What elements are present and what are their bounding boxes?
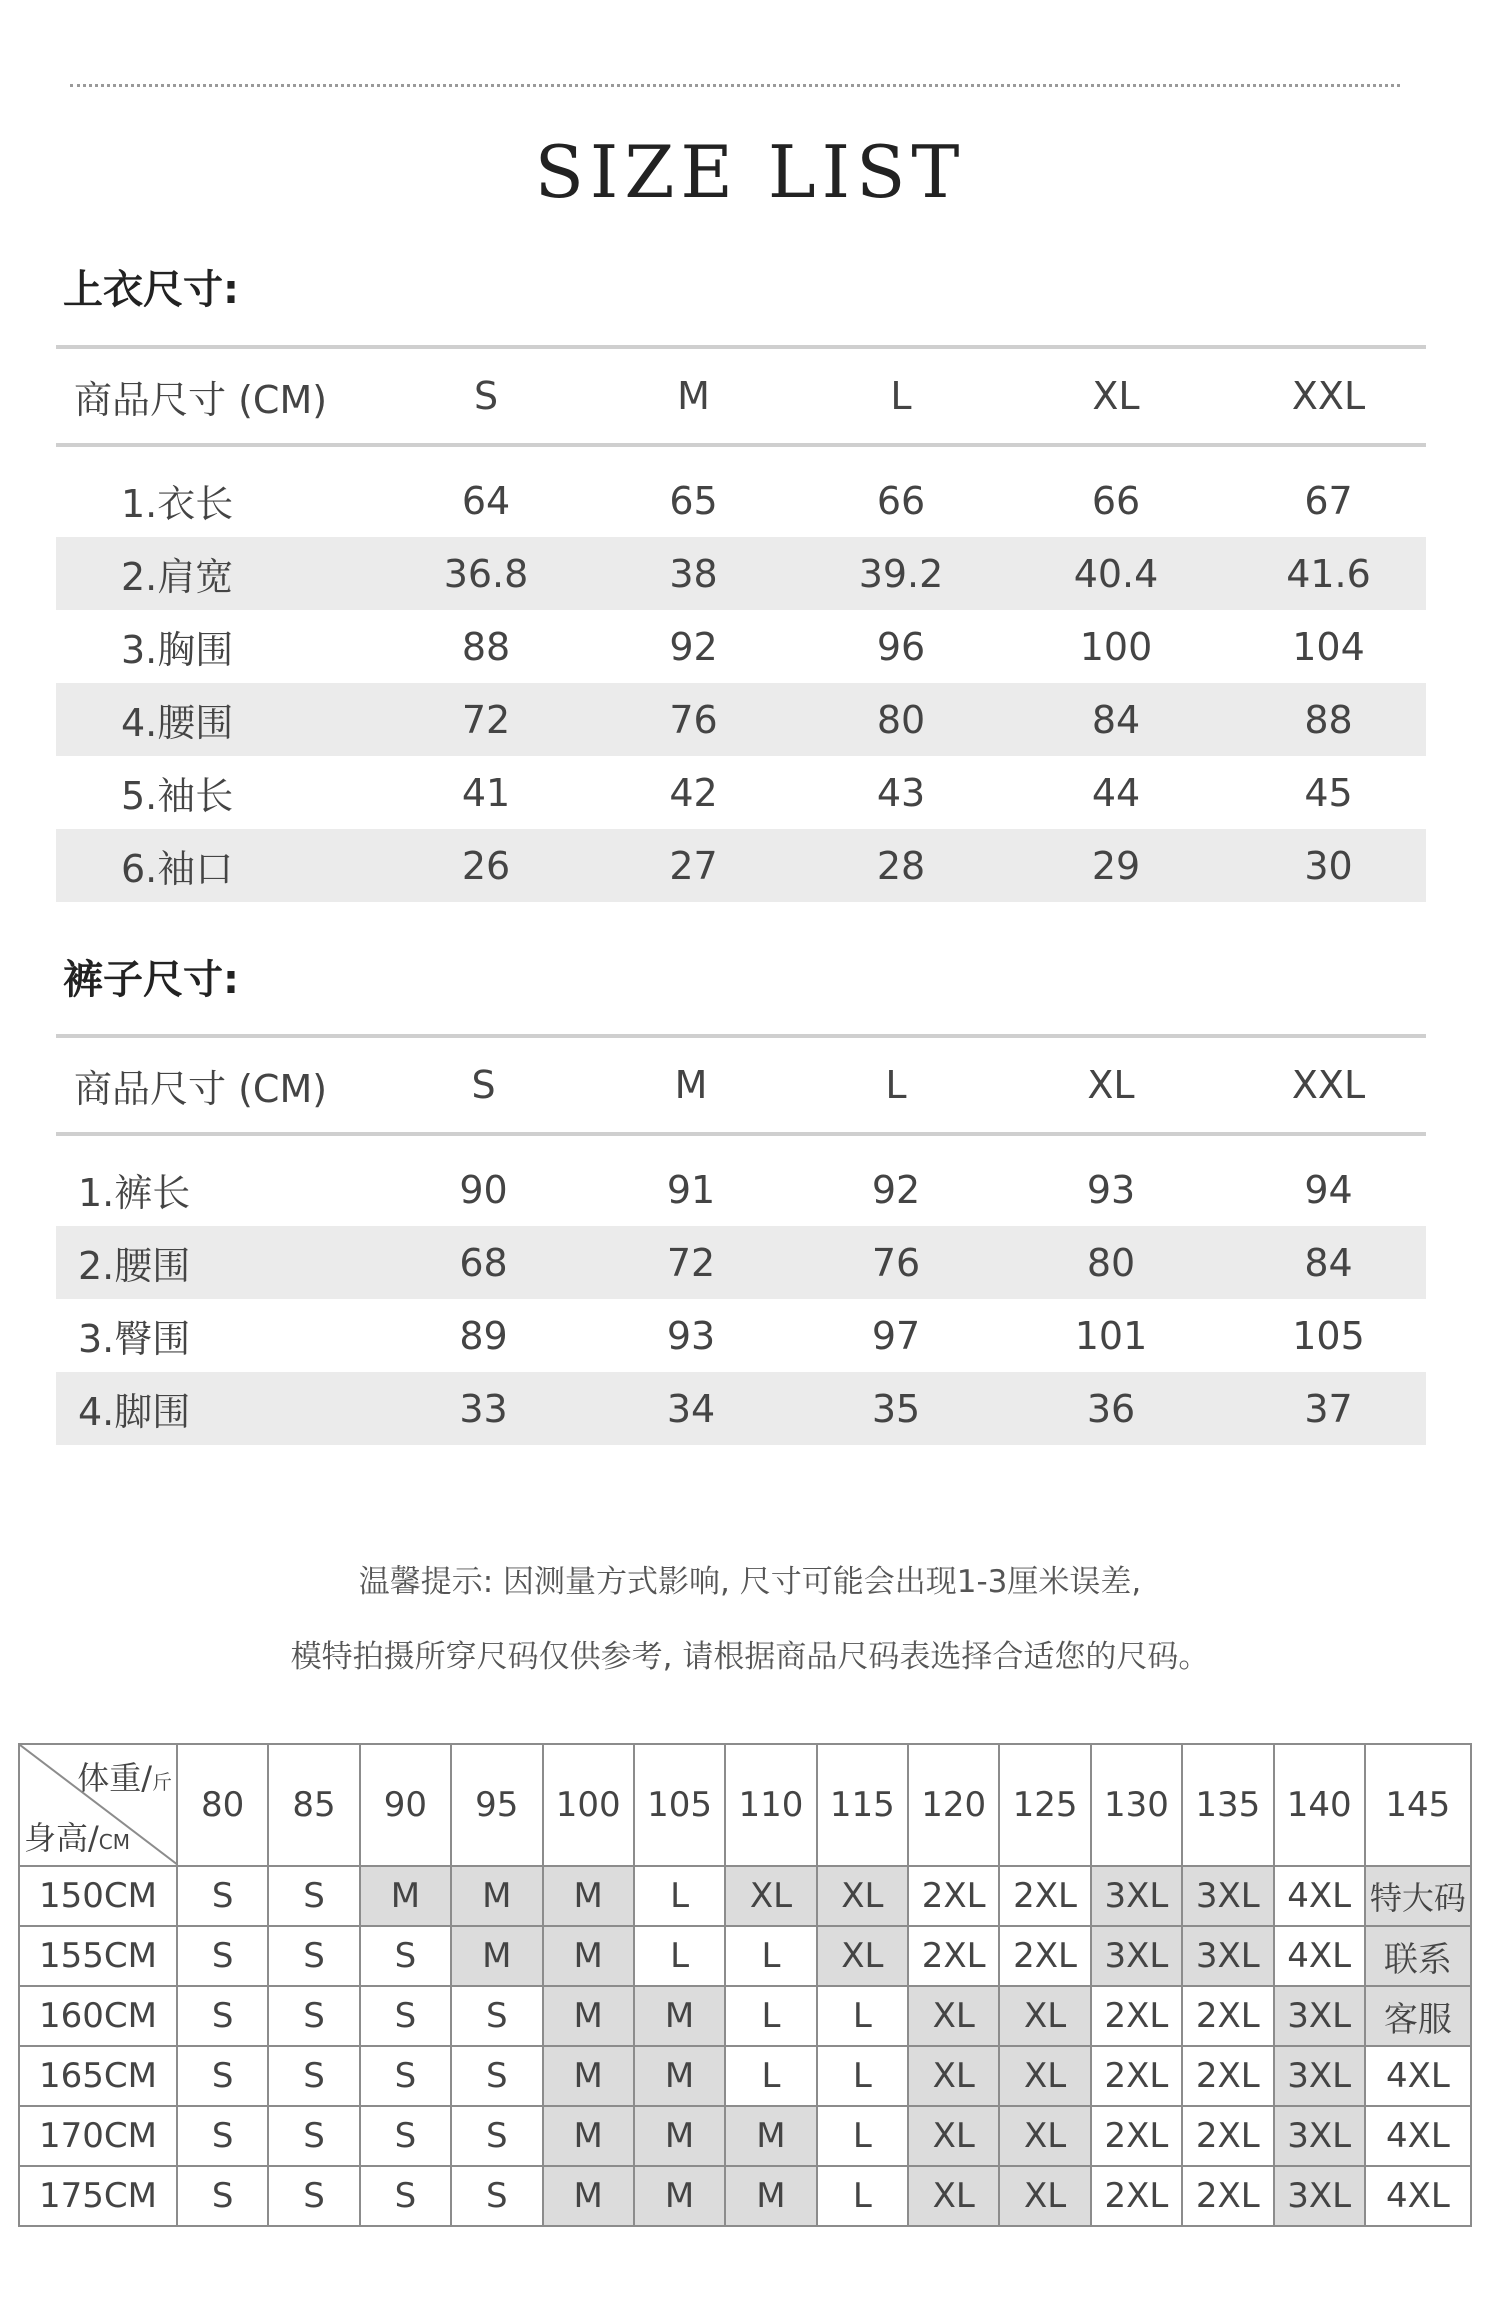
grid-size-cell: XL [725, 1866, 816, 1926]
grid-size-cell: M [543, 1866, 634, 1926]
top-size-cell: 36.8 [386, 537, 586, 610]
grid-size-cell: L [725, 1986, 816, 2046]
pants-size-cell: 76 [801, 1226, 991, 1299]
grid-size-cell: 3XL [1091, 1926, 1182, 1986]
grid-size-cell: S [360, 1926, 451, 1986]
grid-size-cell: M [360, 1866, 451, 1926]
grid-size-cell: 2XL [908, 1866, 999, 1926]
pants-size-cell: 36 [991, 1372, 1231, 1445]
pants-size-row [56, 1134, 1426, 1226]
grid-size-cell: 3XL [1274, 2166, 1365, 2226]
top-size-cell: 66 [876, 478, 926, 523]
grid-size-cell: L [817, 1986, 908, 2046]
grid-size-cell: S [177, 1866, 268, 1926]
top-size-cell: 104 [1292, 624, 1365, 669]
grid-height-label: 170CM [19, 2106, 177, 2166]
top-size-cell: 88 [1231, 683, 1426, 756]
grid-size-cell: S [177, 2166, 268, 2226]
grid-size-cell: 2XL [908, 1926, 999, 1986]
grid-weight-header: 105 [634, 1744, 725, 1866]
top-size-cell: 80 [801, 683, 1001, 756]
grid-row [19, 1866, 1471, 1926]
grid-size-cell: M [543, 1926, 634, 1986]
top-size-cell: 67 [1304, 478, 1353, 523]
grid-size-cell: 3XL [1182, 1866, 1273, 1926]
grid-row [19, 2106, 1471, 2166]
grid-corner-weight-label: 体重/斤 [77, 1759, 172, 1797]
top-size-cell: 43 [876, 770, 926, 815]
grid-size-cell: L [634, 1866, 725, 1926]
pants-size-cell: 97 [871, 1313, 921, 1358]
grid-size-cell: 2XL [1182, 2106, 1273, 2166]
grid-size-cell: S [268, 2046, 359, 2106]
top-size-row-label: 1.衣长 [121, 482, 234, 526]
pants-size-row-label: 2.腰围 [56, 1226, 386, 1299]
top-size-header-size: M [586, 347, 801, 445]
grid-size-cell: M [634, 2106, 725, 2166]
grid-size-cell: XL [999, 1986, 1090, 2046]
pants-size-header-size: XL [991, 1036, 1231, 1134]
pants-size-cell: 90 [459, 1167, 508, 1212]
top-size-row [56, 756, 1426, 829]
top-size-header-label: 商品尺寸 (CM) [56, 347, 386, 445]
grid-size-cell: S [268, 1866, 359, 1926]
grid-size-cell: XL [908, 2166, 999, 2226]
pants-size-cell: 91 [666, 1167, 716, 1212]
top-size-cell: 27 [586, 829, 801, 902]
grid-size-cell: 4XL [1274, 1926, 1365, 1986]
top-size-cell: 72 [386, 683, 586, 756]
pants-size-cell: 72 [581, 1226, 801, 1299]
grid-size-cell: L [817, 2106, 908, 2166]
top-size-cell: 28 [801, 829, 1001, 902]
grid-size-cell: S [360, 2166, 451, 2226]
top-size-cell: 44 [1091, 770, 1141, 815]
grid-size-cell: M [634, 2046, 725, 2106]
pants-size-cell: 93 [1086, 1167, 1136, 1212]
grid-size-cell: 特大码 [1365, 1866, 1471, 1926]
grid-size-cell: S [177, 1986, 268, 2046]
grid-height-label: 160CM [19, 1986, 177, 2046]
grid-weight-header: 130 [1091, 1744, 1182, 1866]
grid-size-cell: S [177, 1926, 268, 1986]
pants-size-row-label: 3.臀围 [78, 1317, 191, 1361]
grid-size-cell: M [451, 1866, 542, 1926]
pants-size-heading: 裤子尺寸: [63, 957, 239, 1003]
grid-height-label: 175CM [19, 2166, 177, 2226]
top-size-cell: 76 [586, 683, 801, 756]
grid-size-cell: S [268, 2106, 359, 2166]
top-size-row [56, 829, 1426, 902]
page-title: SIZE LIST [534, 130, 966, 214]
grid-size-cell: 2XL [999, 1866, 1090, 1926]
grid-size-cell: S [451, 2166, 542, 2226]
pants-size-header-size: L [801, 1036, 991, 1134]
grid-size-cell: 客服 [1365, 1986, 1471, 2046]
pants-size-cell: 101 [1074, 1313, 1148, 1358]
top-size-header-size: XL [1001, 347, 1231, 445]
top-size-cell: 39.2 [801, 537, 1001, 610]
grid-size-cell: 3XL [1182, 1926, 1273, 1986]
grid-row [19, 1986, 1471, 2046]
grid-size-cell: 2XL [1091, 2106, 1182, 2166]
pants-size-cell: 35 [801, 1372, 991, 1445]
grid-size-cell: M [543, 2166, 634, 2226]
grid-size-cell: 2XL [1091, 2046, 1182, 2106]
grid-size-cell: XL [908, 1986, 999, 2046]
pants-size-table [56, 1034, 1426, 1445]
grid-size-cell: M [634, 1986, 725, 2046]
grid-size-cell: L [817, 2046, 908, 2106]
grid-size-cell: 4XL [1365, 2166, 1471, 2226]
grid-weight-header: 115 [817, 1744, 908, 1866]
grid-header-row [19, 1744, 1471, 1866]
grid-size-cell: XL [908, 2046, 999, 2106]
grid-size-cell: L [725, 1926, 816, 1986]
grid-size-cell: XL [999, 2166, 1090, 2226]
tip-line-2: 模特拍摄所穿尺码仅供参考, 请根据商品尺码表选择合适您的尺码。 [290, 1639, 1210, 1675]
top-size-cell: 66 [1091, 478, 1141, 523]
top-size-cell: 88 [461, 624, 511, 669]
top-size-cell: 65 [669, 478, 718, 523]
grid-size-cell: 3XL [1274, 2106, 1365, 2166]
top-size-cell: 29 [1001, 829, 1231, 902]
grid-weight-header: 95 [451, 1744, 542, 1866]
pants-size-cell: 94 [1304, 1167, 1353, 1212]
pants-size-row [56, 1372, 1426, 1445]
top-size-header-size: S [386, 347, 586, 445]
pants-size-header-row [56, 1036, 1426, 1134]
top-size-cell: 42 [669, 770, 718, 815]
top-size-cell: 84 [1001, 683, 1231, 756]
grid-row [19, 2166, 1471, 2226]
grid-size-cell: L [634, 1926, 725, 1986]
grid-size-cell: S [451, 1986, 542, 2046]
pants-size-cell: 33 [386, 1372, 581, 1445]
top-size-cell: 64 [461, 478, 511, 523]
weight-unit: 斤 [152, 1770, 172, 1794]
top-size-heading: 上衣尺寸: [63, 267, 239, 313]
grid-weight-header: 125 [999, 1744, 1090, 1866]
grid-size-cell: M [725, 2166, 816, 2226]
top-size-row-label: 4.腰围 [56, 683, 386, 756]
grid-weight-header: 110 [725, 1744, 816, 1866]
pants-size-row [56, 1226, 1426, 1299]
top-size-cell: 41 [461, 770, 511, 815]
recommend-size-grid [18, 1743, 1472, 2227]
grid-size-cell: M [543, 2106, 634, 2166]
grid-size-cell: 2XL [1182, 2046, 1273, 2106]
grid-row [19, 1926, 1471, 1986]
grid-size-cell: 4XL [1274, 1866, 1365, 1926]
top-size-cell: 38 [586, 537, 801, 610]
grid-weight-header: 80 [177, 1744, 268, 1866]
grid-size-cell: S [177, 2106, 268, 2166]
pants-size-header-size: S [386, 1036, 581, 1134]
grid-height-label: 155CM [19, 1926, 177, 1986]
top-size-row [56, 445, 1426, 537]
tip-line-1: 温馨提示: 因测量方式影响, 尺寸可能会出现1-3厘米误差, [358, 1564, 1142, 1600]
grid-size-cell: XL [999, 2046, 1090, 2106]
grid-size-cell: L [817, 2166, 908, 2226]
top-size-row-label: 5.袖长 [121, 774, 234, 818]
grid-corner-cell [19, 1744, 177, 1866]
top-size-header-row [56, 347, 1426, 445]
pants-size-cell: 68 [386, 1226, 581, 1299]
grid-size-cell: S [268, 1986, 359, 2046]
grid-row [19, 2046, 1471, 2106]
grid-size-cell: S [360, 1986, 451, 2046]
grid-weight-header: 145 [1365, 1744, 1471, 1866]
top-size-header-size: XXL [1231, 347, 1426, 445]
grid-weight-header: 90 [360, 1744, 451, 1866]
grid-size-cell: 2XL [999, 1926, 1090, 1986]
top-size-row-label: 3.胸围 [121, 628, 234, 672]
grid-size-cell: L [725, 2046, 816, 2106]
grid-size-cell: M [725, 2106, 816, 2166]
grid-size-cell: 联系 [1365, 1926, 1471, 1986]
grid-size-cell: 2XL [1182, 2166, 1273, 2226]
grid-weight-header: 120 [908, 1744, 999, 1866]
top-size-row-label: 2.肩宽 [56, 537, 386, 610]
top-size-cell: 45 [1304, 770, 1353, 815]
pants-size-cell: 93 [666, 1313, 716, 1358]
pants-size-cell: 105 [1292, 1313, 1365, 1358]
top-size-cell: 30 [1231, 829, 1426, 902]
pants-size-row-label: 1.裤长 [78, 1171, 191, 1215]
pants-size-cell: 84 [1231, 1226, 1426, 1299]
top-size-table [56, 345, 1426, 902]
grid-corner-height-label: 身高/CM [24, 1819, 131, 1857]
top-size-row [56, 683, 1426, 756]
pants-size-row-label: 4.脚围 [56, 1372, 386, 1445]
grid-size-cell: S [177, 2046, 268, 2106]
top-size-row [56, 610, 1426, 683]
grid-size-cell: XL [817, 1926, 908, 1986]
grid-size-cell: 4XL [1365, 2106, 1471, 2166]
grid-size-cell: S [451, 2046, 542, 2106]
grid-size-cell: M [543, 2046, 634, 2106]
grid-size-cell: 2XL [1182, 1986, 1273, 2046]
grid-size-cell: 3XL [1091, 1866, 1182, 1926]
top-size-cell: 96 [876, 624, 926, 669]
grid-size-cell: S [268, 2166, 359, 2226]
grid-size-cell: XL [999, 2106, 1090, 2166]
top-size-cell: 41.6 [1231, 537, 1426, 610]
top-size-cell: 26 [386, 829, 586, 902]
grid-weight-header: 85 [268, 1744, 359, 1866]
height-unit: CM [98, 1830, 131, 1854]
grid-height-label: 150CM [19, 1866, 177, 1926]
top-size-cell: 40.4 [1001, 537, 1231, 610]
dotted-divider [70, 84, 1400, 93]
top-size-row [56, 537, 1426, 610]
pants-size-cell: 89 [459, 1313, 508, 1358]
grid-size-cell: 2XL [1091, 1986, 1182, 2046]
pants-size-cell: 80 [991, 1226, 1231, 1299]
grid-weight-header: 140 [1274, 1744, 1365, 1866]
top-size-row-label: 6.袖口 [56, 829, 386, 902]
grid-size-cell: S [360, 2046, 451, 2106]
grid-height-label: 165CM [19, 2046, 177, 2106]
grid-size-cell: 2XL [1091, 2166, 1182, 2226]
top-size-cell: 100 [1079, 624, 1153, 669]
grid-size-cell: 4XL [1365, 2046, 1471, 2106]
grid-size-cell: S [268, 1926, 359, 1986]
pants-size-cell: 34 [581, 1372, 801, 1445]
grid-size-cell: M [634, 2166, 725, 2226]
grid-size-cell: 3XL [1274, 1986, 1365, 2046]
top-size-header-size: L [801, 347, 1001, 445]
grid-size-cell: S [451, 2106, 542, 2166]
grid-weight-header: 100 [543, 1744, 634, 1866]
grid-size-cell: 3XL [1274, 2046, 1365, 2106]
grid-size-cell: S [360, 2106, 451, 2166]
grid-weight-header: 135 [1182, 1744, 1273, 1866]
grid-size-cell: M [543, 1986, 634, 2046]
pants-size-cell: 92 [871, 1167, 921, 1212]
pants-size-header-size: XXL [1231, 1036, 1426, 1134]
top-size-cell: 92 [669, 624, 718, 669]
pants-size-cell: 37 [1231, 1372, 1426, 1445]
grid-size-cell: M [451, 1926, 542, 1986]
grid-size-cell: XL [817, 1866, 908, 1926]
grid-size-cell: XL [908, 2106, 999, 2166]
pants-size-row [56, 1299, 1426, 1372]
pants-size-header-size: M [581, 1036, 801, 1134]
pants-size-header-label: 商品尺寸 (CM) [56, 1036, 386, 1134]
